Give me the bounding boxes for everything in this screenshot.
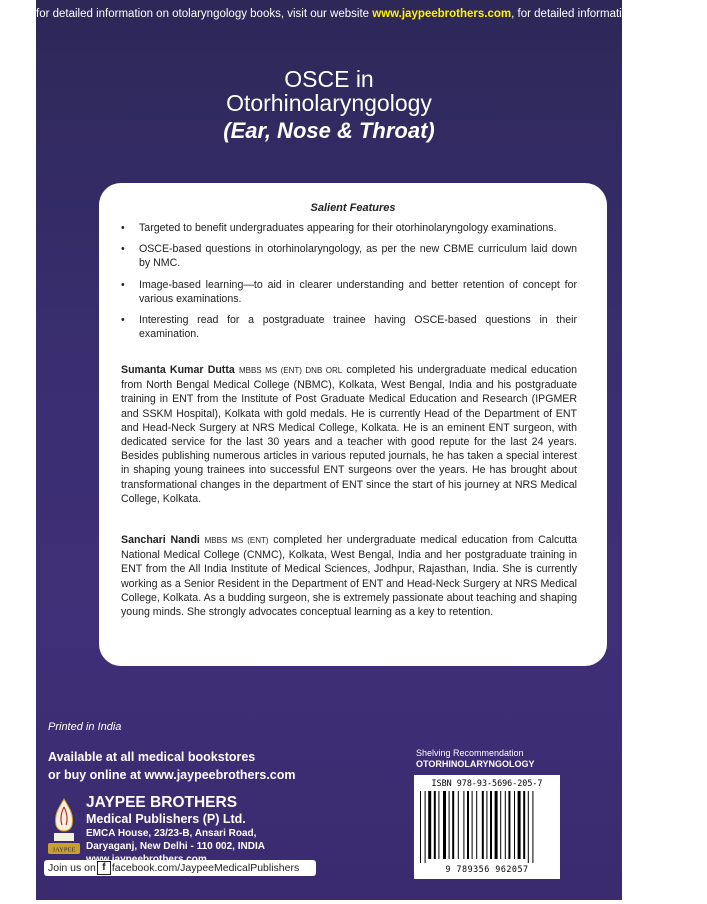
book-subtitle: (Ear, Nose & Throat) xyxy=(223,118,435,143)
banner-website-link[interactable]: www.jaypeebrothers.com xyxy=(372,8,512,20)
feature-text: Interesting read for a postgraduate trainee having OSCE-based questions in their examination. xyxy=(139,314,577,341)
author-bio-text: completed her undergraduate medical education from Calcutta National Medical College (CNMC), Kolkata, West Bengal, India and her postgraduate training in ENT from the All India Institute of Medical Sciences, Jodhpur, Rajasthan, India. She is currently working as a Senior Resident in the Department of ENT and Head-Neck Surgery at NRS Medical College, Kolkata. As a budding surgeon, she is extremely passionate about teaching and shaping young minds. She strongly advocates conceptual learning as a key to retention. xyxy=(121,534,577,619)
website-banner xyxy=(36,0,707,28)
printed-in-india: Printed in India xyxy=(48,721,122,733)
banner-text-a: for detailed information on otolaryngology books, visit our website xyxy=(36,8,373,20)
bullet-icon: • xyxy=(121,314,125,327)
availability-note xyxy=(48,748,296,784)
availability-line2: or buy online at www.jaypeebrothers.com xyxy=(48,768,296,782)
author-degrees: MBBS MS (ENT) xyxy=(204,536,269,545)
bullet-icon: • xyxy=(121,278,125,291)
publisher-subtitle: Medical Publishers (P) Ltd. xyxy=(86,812,246,826)
shelving-value: OTORHINOLARYNGOLOGY xyxy=(416,759,535,769)
jaypee-logo-icon xyxy=(46,795,82,857)
author-bio-dutta xyxy=(121,363,577,506)
publisher-address1: EMCA House, 23/23-B, Ansari Road, xyxy=(86,828,257,839)
author-bio-nandi xyxy=(121,533,577,619)
barcode-bars xyxy=(418,791,556,863)
shelving-label: Shelving Recommendation xyxy=(416,748,524,758)
feature-item xyxy=(121,221,577,235)
feature-item xyxy=(121,242,577,270)
facebook-icon: f xyxy=(97,861,111,875)
author-bio-text: completed his undergraduate medical education from North Bengal Medical College (NBMC), Kolkata, West Bengal, India and his postgraduate training in ENT from the Institute of Post Graduate Medical Education and Research (IPGMER and SSKM Hospital), Kolkata with gold medals. He is currently Head of the Department of ENT and Head-Neck Surgery at NRS Medical College, Kolkata. He is an eminent ENT surgeon, with dedicated service for the last 30 years and a teacher with good repute for the last 24 years. Besides publishing numerous articles in various reputed journals, he has taken a special interest in shaping young trainees into successful ENT surgeons over the years. He has brought about transformational changes in the department of ENT since the start of his journey at NRS Medical College, Kolkata. xyxy=(121,364,577,505)
book-title-line2: Otorhinolaryngology xyxy=(226,90,432,116)
logo-text: JAYPEE xyxy=(52,846,76,854)
feature-item xyxy=(121,313,577,341)
availability-line1: Available at all medical bookstores xyxy=(48,750,256,764)
barcode-digits: 9 789356 962057 xyxy=(445,864,529,874)
isbn-barcode xyxy=(414,775,560,879)
salient-features-heading: Salient Features xyxy=(310,202,396,214)
publisher-block xyxy=(86,794,265,866)
bullet-icon: • xyxy=(121,222,125,234)
author-name: Sanchari Nandi xyxy=(121,534,200,546)
bullet-icon: • xyxy=(121,243,125,256)
publisher-address2: Daryaganj, New Delhi - 110 002, INDIA xyxy=(86,841,265,852)
feature-text: OSCE-based questions in otorhinolaryngology, as per the new CBME curriculum laid down by NMC. xyxy=(139,243,577,270)
facebook-handle[interactable]: facebook.com/JaypeeMedicalPublishers xyxy=(111,862,300,874)
author-degrees: MBBS MS (ENT) DNB ORL xyxy=(238,366,343,375)
features-list xyxy=(121,221,577,348)
feature-text: Image-based learning—to aid in clearer understanding and better retention of concept for various examinations. xyxy=(139,278,577,305)
feature-item xyxy=(121,278,577,306)
publisher-name: JAYPEE BROTHERS xyxy=(86,794,238,811)
author-name: Sumanta Kumar Dutta xyxy=(121,364,235,376)
join-prefix: Join us on xyxy=(48,862,96,874)
facebook-join-bar[interactable] xyxy=(44,860,316,876)
feature-text: Targeted to benefit undergraduates appearing for their otorhinolaryngology examinations. xyxy=(139,222,557,234)
isbn-text: ISBN 978-93-5696-205-7 xyxy=(431,778,543,788)
description-panel xyxy=(99,183,607,666)
book-title-line1: OSCE in xyxy=(284,66,374,92)
banner-text-b: , for detailed information on otolaryngo xyxy=(511,8,707,20)
shelving-recommendation xyxy=(416,748,535,770)
